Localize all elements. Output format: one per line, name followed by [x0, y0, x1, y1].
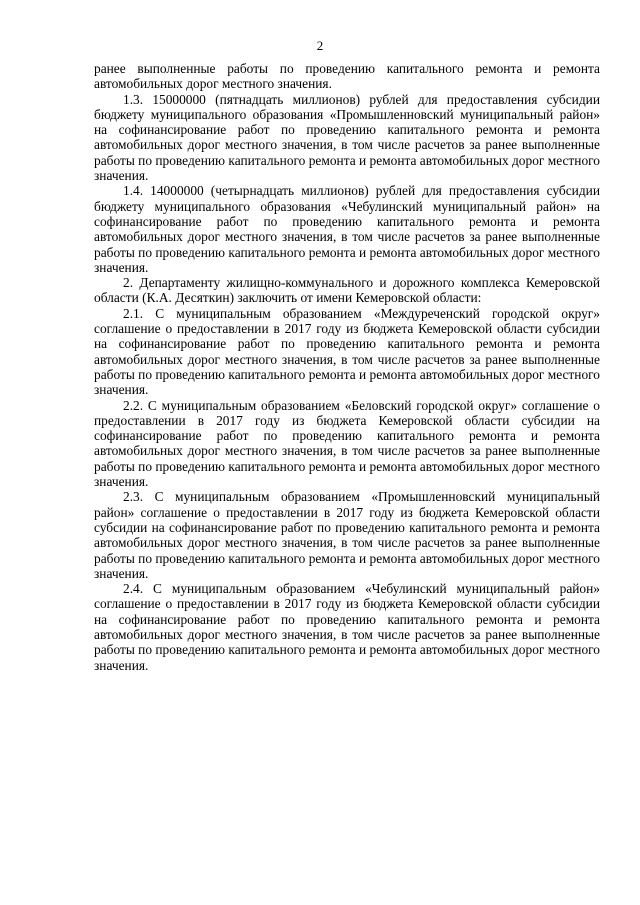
paragraph-continuation: ранее выполненные работы по проведению капитального ремонта и ремонта автомобильных дорог местного значения. [94, 61, 600, 92]
paragraph-2: 2. Департаменту жилищно-коммунального и дорожного комплекса Кемеровской области (К.А. Десяткин) заключить от имени Кемеровской области: [94, 275, 600, 306]
paragraph-1-4: 1.4. 14000000 (четырнадцать миллионов) рублей для предоставления субсидии бюджету муниципального образования «Чебулинский муниципальный район» на софинансирование работ по проведению капитального ремонта и ремонта автомобильных дорог местного значения, в том числе расчетов за ранее выполненные работы по проведению капитального ремонта и ремонта автомобильных дорог местного значения. [94, 183, 600, 275]
paragraph-2-1: 2.1. С муниципальным образованием «Междуреченский городской округ» соглашение о предоставлении в 2017 году из бюджета Кемеровской области субсидии на софинансирование работ по проведению капитального ремонта и ремонта автомобильных дорог местного значения, в том числе расчетов за ранее выполненные работы по проведению капитального ремонта и ремонта автомобильных дорог местного значения. [94, 305, 600, 398]
paragraph-2-2: 2.2. С муниципальным образованием «Беловский городской округ» соглашение о предоставлении в 2017 году из бюджета Кемеровской области субсидии на софинансирование работ по проведению капитального ремонта и ремонта автомобильных дорог местного значения, в том числе расчетов за ранее выполненные работы по проведению капитального ремонта и ремонта автомобильных дорог местного значения. [94, 397, 600, 490]
page-number: 2 [316, 38, 324, 53]
paragraph-2-4: 2.4. С муниципальным образованием «Чебулинский муниципальный район» соглашение о предоставлении в 2017 году из бюджета Кемеровской области субсидии на софинансирование работ по проведению капитального ремонта и ремонта автомобильных дорог местного значения, в том числе расчетов за ранее выполненные работы по проведению капитального ремонта и ремонта автомобильных дорог местного значения. [94, 581, 600, 673]
paragraph-2-3: 2.3. С муниципальным образованием «Промышленновский муниципальный район» соглашение о предоставлении в 2017 году из бюджета Кемеровской области субсидии на софинансирование работ по проведению капитального ремонта и ремонта автомобильных дорог местного значения, в том числе расчетов за ранее выполненные работы по проведению капитального ремонта и ремонта автомобильных дорог местного значения. [94, 489, 600, 581]
document-body [94, 61, 600, 673]
paragraph-1-3: 1.3. 15000000 (пятнадцать миллионов) рублей для предоставления субсидии бюджету муниципального образования «Промышленновский муниципальный район» на софинансирование работ по проведению капитального ремонта и ремонта автомобильных дорог местного значения, в том числе расчетов за ранее выполненные работы по проведению капитального ремонта и ремонта автомобильных дорог местного значения. [94, 91, 600, 184]
